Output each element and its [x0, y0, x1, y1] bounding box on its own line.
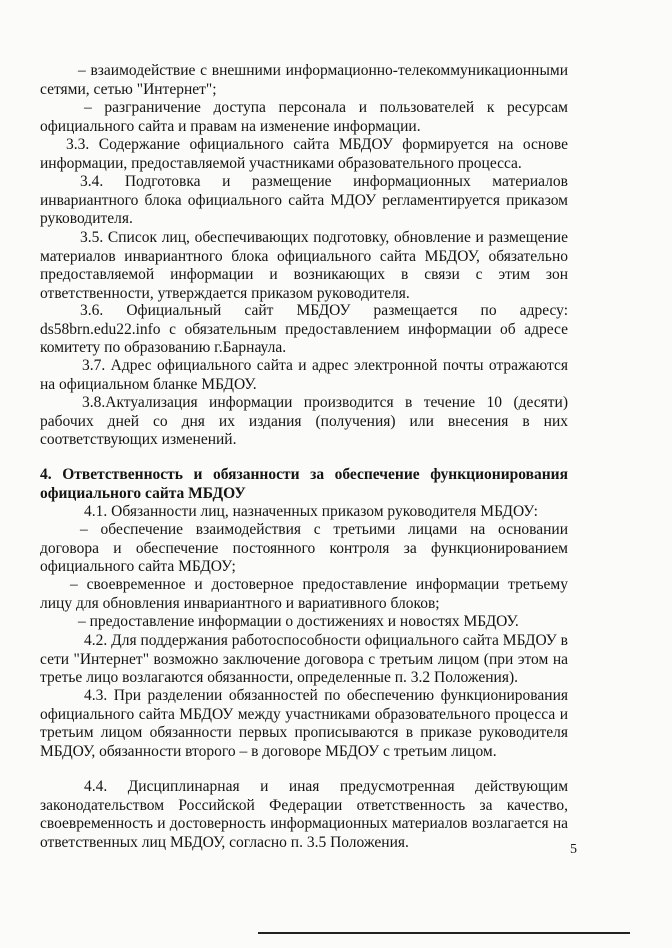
footer-rule [258, 932, 630, 934]
paragraph-third-party-interaction: – обеспечение взаимодействия с третьими лицами на основании договора и обеспечение постоянного контроля за функционированием официального сайта МБДОУ; [40, 521, 568, 576]
paragraph-4-3: 4.3. При разделении обязанностей по обеспечению функционирования официального сайта МБДОУ между участниками образовательного процесса и третьим лицом обязанности первых прописываются в приказе руководителя МБДОУ, обязанности второго – в договоре МБДОУ с третьим лицом. [40, 687, 568, 760]
paragraph-timely-information: – своевременное и достоверное предоставление информации третьему лицу для обновления инвариантного и вариативного блоков; [40, 576, 568, 612]
paragraph-external-networks: – взаимодействие с внешними информационно-телекоммуникационными сетями, сетью "Интернет"; [40, 62, 568, 98]
paragraph-3-4: 3.4. Подготовка и размещение информационных материалов инвариантного блока официального сайта МДОУ регламентируется приказом руководителя. [40, 173, 568, 228]
paragraph-achievements-news: – предоставление информации о достижениях и новостях МБДОУ. [78, 613, 519, 630]
paragraph-4-4: 4.4. Дисциплинарная и иная предусмотренная действующим законодательством Российской Федерации ответственность за качество, своевременность и достоверность информационных материалов возлагается на ответственных лиц МБДОУ, согласно п. 3.5 Положения. [40, 778, 568, 851]
paragraph-3-6: 3.6. Официальный сайт МБДОУ размещается по адресу: ds58brn.edu22.info с обязательным предоставлением информации об адресе комитету по образованию г.Барнаула. [40, 302, 568, 357]
paragraph-4-2: 4.2. Для поддержания работоспособности официального сайта МБДОУ в сети "Интернет" возможно заключение договора с третьим лицом (при этом на третье лицо возлагаются обязанности, определенные п. 3.2 Положения). [40, 632, 568, 687]
paragraph-3-5: 3.5. Список лиц, обеспечивающих подготовку, обновление и размещение материалов инвариантного блока официального сайта МБДОУ, обязательно предоставляемой информации и возникающих в связи с этим зон ответственности, утверждается приказом руководителя. [40, 229, 568, 302]
page-number: 5 [570, 842, 577, 857]
paragraph-3-3: 3.3. Содержание официального сайта МБДОУ формируется на основе информации, предоставляемой участниками образовательного процесса. [40, 136, 568, 172]
paragraph-3-8: 3.8.Актуализация информации производится в течение 10 (десяти) рабочих дней со дня их издания (получения) или внесения в них соответствующих изменений. [40, 394, 568, 449]
paragraph-3-7: 3.7. Адрес официального сайта и адрес электронной почты отражаются на официальном бланке МБДОУ. [40, 357, 568, 393]
paragraph-4-1: 4.1. Обязанности лиц, назначенных приказом руководителя МБДОУ: [84, 503, 538, 520]
paragraph-access-separation: – разграничение доступа персонала и пользователей к ресурсам официального сайта и правам на изменение информации. [40, 99, 568, 135]
section-4-heading: 4. Ответственность и обязанности за обеспечение функционирования официального сайта МБДОУ [40, 466, 568, 502]
